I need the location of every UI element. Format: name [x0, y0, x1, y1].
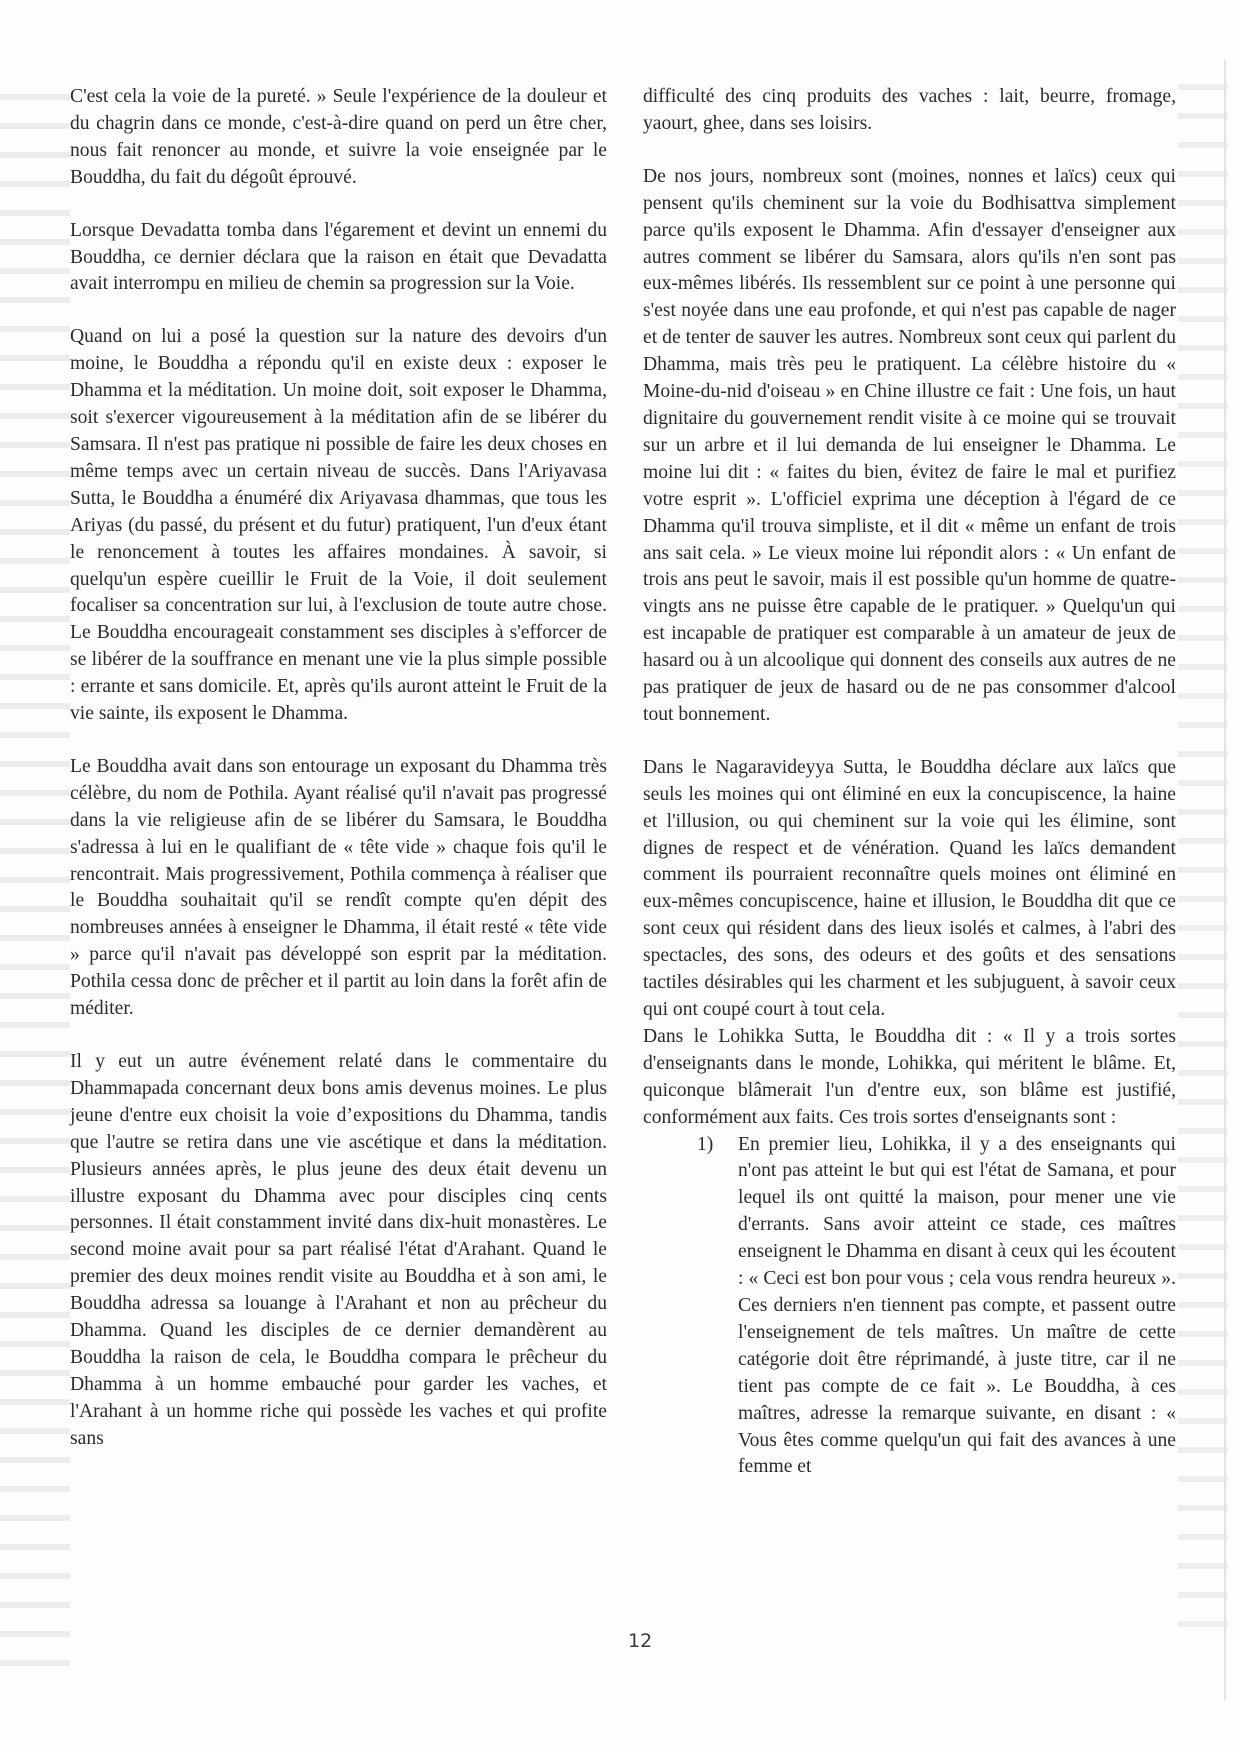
- paragraph-bodhisattva-path: De nos jours, nombreux sont (moines, nonnes et laïcs) ceux qui pensent qu'ils cheminent sur la voie du Bodhisattva simplement parce qu'ils exposent le Dhamma. Afin d'essayer d'enseigner aux autres comment se libérer du Samsara, alors qu'ils n'en sont pas eux-mêmes libérés. Ils ressemblent sur ce point à une personne qui s'est noyée dans une eau profonde, et qui n'est pas capable de nager et de tenter de sauver les autres. Nombreux sont ceux qui parlent du Dhamma, mais très peu le pratiquent. La célèbre histoire du « Moine-du-nid d'oiseau » en Chine illustre ce fait : Une fois, un haut dignitaire du gouvernement rendit visite à ce moine qui se trouvait sur un arbre et il lui demanda de lui enseigner le Dhamma. Le moine lui dit : « faites du bien, évitez de faire le mal et purifiez votre esprit ». L'officiel exprima une déception à l'égard de ce Dhamma qu'il trouva simpliste, et il dit « même un enfant de trois ans sait cela. » Le vieux moine lui répondit alors : « Un enfant de trois ans peut le savoir, mais il est possible qu'un homme de quatre-vingts ans ne puisse être capable de le pratiquer. » Quelqu'un qui est incapable de pratiquer est comparable à un amateur de jeux de hasard ou à un alcoolique qui donnent des conseils aux autres de ne pas pratiquer de jeux de hasard ou de ne pas consommer d'alcool tout bonnement.: [643, 165, 1176, 725]
- scan-bleed-through-right: [1178, 70, 1228, 1650]
- paragraph-nagaravideyya-sutta: Dans le Nagaravideyya Sutta, le Bouddha déclare aux laïcs que seuls les moines qui ont éliminé en eux la concupiscence, la haine et l'illusion, ou qui cheminent sur la voie qui les élimine, sont dignes de respect et de vénération. Quand les laïcs demandent comment ils pourraient reconnaître quels moines ont éliminé en eux-mêmes concupiscence, haine et illusion, le Bouddha dit que ce sont ceux qui résident dans des lieux isolés et calmes, à l'abri des spectacles, des sons, des odeurs et des goûts et des sensations tactiles désirables qui les charment et les subjuguent, à savoir ceux qui ont coupé court à tout cela.: [643, 756, 1176, 1020]
- right-column: [643, 84, 1176, 1481]
- list-item: [643, 1132, 1176, 1482]
- paragraph-purity: C'est cela la voie de la pureté. » Seule l'expérience de la douleur et du chagrin dans ce monde, c'est-à-dire quand on perd un être cher, nous fait renoncer au monde, et suivre la voie enseignée par le Bouddha, du fait du dégoût éprouvé.: [70, 86, 607, 188]
- page-edge-line: [1224, 60, 1226, 1700]
- list-item-text: En premier lieu, Lohikka, il y a des enseignants qui n'ont pas atteint le but qui est l'état de Samana, et pour lequel ils ont quitté la maison, pour mener une vie d'errants. Sans avoir atteint ce stade, ces maîtres enseignent le Dhamma en disant à ceux qui les écoutent : « Ceci est bon pour vous ; cela vous rendra heureux ». Ces derniers n'en tiennent pas compte, et passent outre l'enseignement de tels maîtres. Un maître de cette catégorie doit être réprimandé, à juste titre, car il ne tient pas compte de ce fait ». Le Bouddha, à ces maîtres, adresse la remarque suivante, en disant : « Vous êtes comme quelqu'un qui fait des avances à une femme et: [738, 1133, 1176, 1478]
- left-column: [70, 84, 607, 1453]
- paragraph-cow-products: difficulté des cinq produits des vaches : lait, beurre, fromage, yaourt, ghee, dans ses loisirs.: [643, 86, 1176, 134]
- teachers-list: [643, 1132, 1176, 1482]
- paragraph-lohikka-sutta: Dans le Lohikka Sutta, le Bouddha dit : « Il y a trois sortes d'enseignants dans le monde, Lohikka, qui méritent le blâme. Et, quiconque blâmerait l'un d'entre eux, son blâme est justifié, conformément aux faits. Ces trois sortes d'enseignants sont :: [643, 1025, 1176, 1128]
- scan-bleed-through-left: [0, 80, 70, 1680]
- page-number: 12: [628, 1630, 653, 1652]
- list-marker: 1): [697, 1133, 714, 1155]
- paragraph-pothila: Le Bouddha avait dans son entourage un exposant du Dhamma très célèbre, du nom de Pothila. Ayant réalisé qu'il n'avait pas progressé dans la vie religieuse afin de se libérer du Samsara, le Bouddha s'adressa à lui en le qualifiant de « tête vide » chaque fois qu'il le rencontrait. Mais progressivement, Pothila commença à réaliser que le Bouddha souhaitait qu'il se rendît compte qu'en dépit des nombreuses années à enseigner le Dhamma, il était resté « tête vide » parce qu'il n'avait pas développé son esprit par la méditation. Pothila cessa donc de prêcher et il partit au loin dans la forêt afin de méditer.: [70, 755, 607, 1020]
- paragraph-dhammapada-friends: Il y eut un autre événement relaté dans le commentaire du Dhammapada concernant deux bons amis devenus moines. Le plus jeune d'entre eux choisit la voie d’expositions du Dhamma, tandis que l'autre se retira dans une vie ascétique et dans la méditation. Plusieurs années après, le plus jeune des deux était devenu un illustre exposant du Dhamma avec pour disciples cinq cents personnes. Il était constamment invité dans dix-huit monastères. Le second moine avait pour sa part réalisé l'état d'Arahant. Quand le premier des deux moines rendit visite au Bouddha et à son ami, le Bouddha adressa sa louange à l'Arahant et non au prêcheur du Dhamma. Quand les disciples de ce dernier demandèrent au Bouddha la raison de cela, le Bouddha compara le prêcheur du Dhamma à un homme embauché pour garder les vaches, et l'Arahant à un homme riche qui possède les vaches et qui profite sans: [70, 1051, 607, 1449]
- paragraph-devadatta: Lorsque Devadatta tomba dans l'égarement et devint un ennemi du Bouddha, ce dernier déclara que la raison en était que Devadatta avait interrompu en milieu de chemin sa progression sur la Voie.: [70, 219, 607, 295]
- paragraph-monk-duties: Quand on lui a posé la question sur la nature des devoirs d'un moine, le Bouddha a répondu qu'il en existe deux : exposer le Dhamma et la méditation. Un moine doit, soit exposer le Dhamma, soit s'exercer vigoureusement à la méditation afin de se libérer du Samsara. Il n'est pas pratique ni possible de faire les deux choses en même temps avec un certain niveau de succès. Dans l'Ariyavasa Sutta, le Bouddha a énuméré dix Ariyavasa dhammas, que tous les Ariyas (du passé, du présent et du futur) pratiquent, l'un d'eux étant le renoncement à toutes les affaires mondaines. À savoir, si quelqu'un espère cueillir le Fruit de la Voie, il doit seulement focaliser sa concentration sur lui, à l'exclusion de toute autre chose. Le Bouddha encourageait constamment ses disciples à s'efforcer de se libérer de la souffrance en menant une vie la plus simple possible : errante et sans domicile. Et, après qu'ils auront atteint le Fruit de la vie sainte, ils exposent le Dhamma.: [70, 326, 607, 725]
